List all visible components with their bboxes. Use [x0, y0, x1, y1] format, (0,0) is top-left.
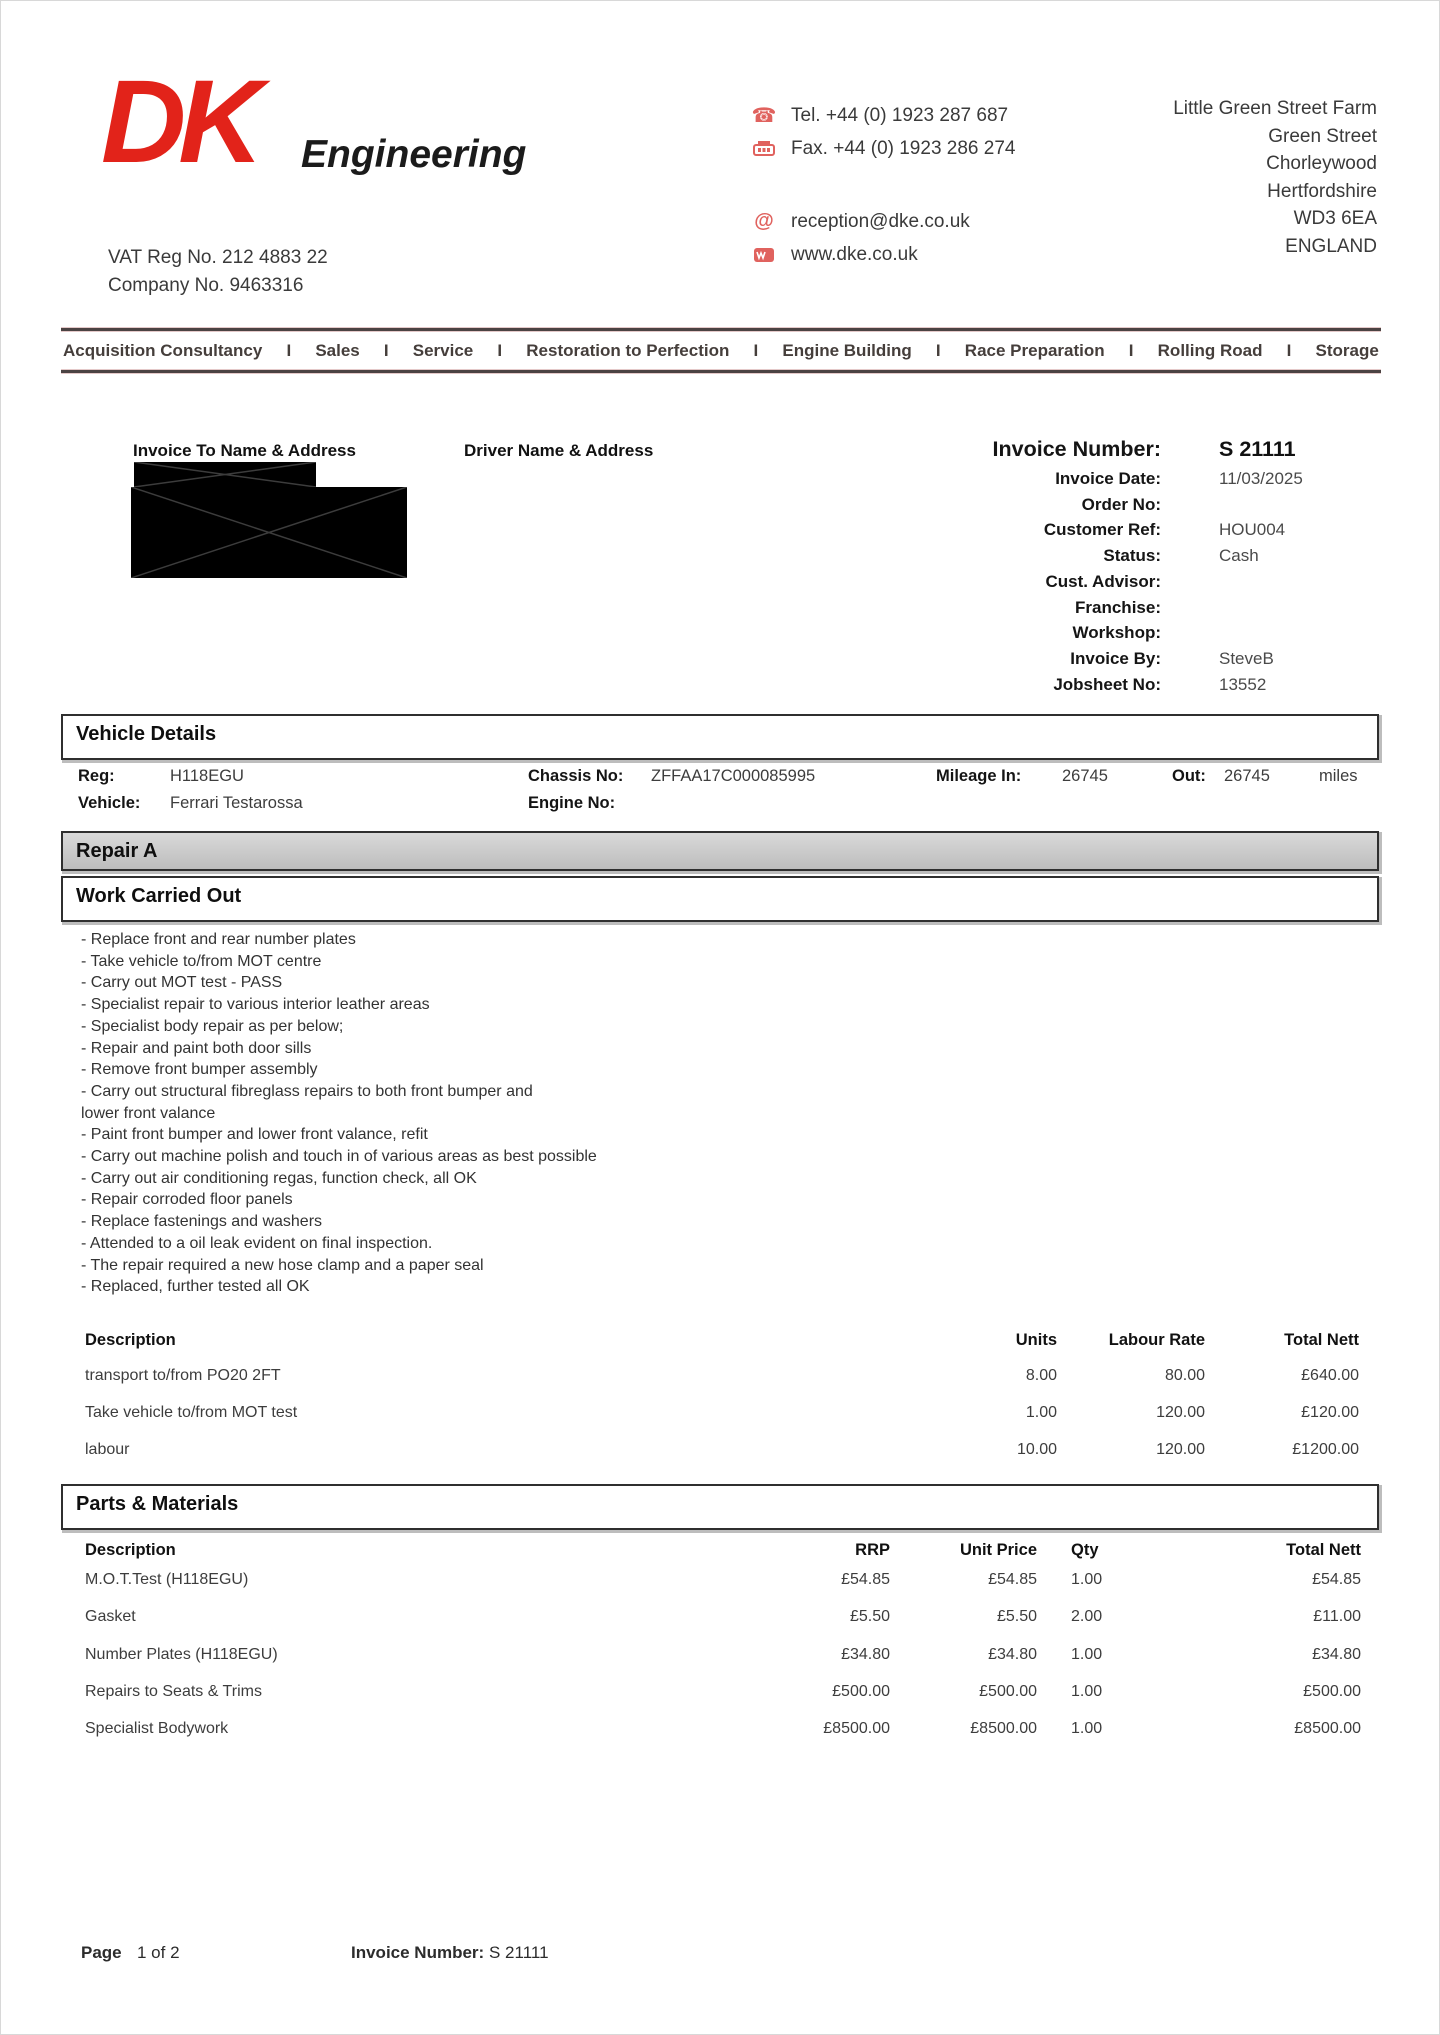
labour-units: 10.00 — [1016, 1441, 1057, 1458]
part-total: £8500.00 — [1294, 1720, 1361, 1737]
work-line: - Remove front bumper assembly — [81, 1061, 318, 1079]
status-label: Status: — [1103, 546, 1161, 566]
vehicle-row-1 — [61, 767, 1381, 789]
labour-col-description: Description — [85, 1331, 176, 1349]
cust-advisor-row — [941, 569, 1391, 595]
parts-table-header — [61, 1541, 1381, 1560]
invoice-meta-block — [941, 434, 1391, 697]
vehicle-label: Vehicle: — [78, 794, 141, 812]
parts-materials-header — [61, 1484, 1379, 1530]
email-row — [749, 205, 1015, 238]
vehicle-details-header — [61, 714, 1379, 760]
work-line: - Repair corroded floor panels — [81, 1191, 293, 1209]
web-text: www.dke.co.uk — [791, 243, 918, 265]
work-line: - Replace fastenings and washers — [81, 1213, 323, 1231]
part-total: £54.85 — [1312, 1571, 1361, 1588]
labour-row — [61, 1404, 1381, 1422]
nav-separator: I — [497, 341, 503, 360]
work-line: - The repair required a new hose clamp and a paper seal — [81, 1256, 484, 1274]
redacted-customer-name — [134, 462, 316, 487]
footer-invoice-number-label: Invoice Number: — [351, 1943, 485, 1962]
work-carried-out-title: Work Carried Out — [76, 885, 242, 907]
part-unit-price: £8500.00 — [970, 1720, 1037, 1737]
parts-col-description: Description — [85, 1541, 176, 1559]
labour-description: transport to/from PO20 2FT — [85, 1367, 281, 1384]
footer-invoice-number-value: S 21111 — [489, 1943, 549, 1962]
nav-item-acquisition-consultancy: Acquisition Consultancy — [63, 341, 263, 360]
nav-bottom-rule — [61, 370, 1381, 373]
company-registration-block — [108, 244, 328, 300]
driver-label: Driver Name & Address — [464, 441, 654, 460]
part-description: Repairs to Seats & Trims — [85, 1683, 262, 1700]
work-carried-out-list — [81, 929, 1181, 1298]
nav-separator: I — [286, 341, 292, 360]
nav-item-race-preparation: Race Preparation — [964, 341, 1105, 360]
work-line: - Paint front bumper and lower front valance, refit — [81, 1126, 428, 1144]
labour-total: £640.00 — [1301, 1367, 1359, 1384]
order-no-row — [941, 492, 1391, 518]
franchise-row — [941, 595, 1391, 621]
phone-icon: ☎ — [751, 105, 777, 127]
nav-item-storage: Storage — [1315, 341, 1379, 360]
reg-value: H118EGU — [170, 767, 244, 785]
part-qty: 1.00 — [1071, 1683, 1103, 1700]
engine-label: Engine No: — [528, 794, 616, 812]
labour-table-header — [61, 1331, 1381, 1350]
work-line: lower front valance — [81, 1104, 216, 1122]
part-description: Specialist Bodywork — [85, 1720, 229, 1737]
chassis-value: ZFFAA17C000085995 — [651, 767, 816, 785]
jobsheet-row — [941, 672, 1391, 698]
logo-engineering-text: Engineering — [301, 133, 527, 176]
part-unit-price: £500.00 — [979, 1683, 1037, 1700]
repair-a-title: Repair A — [76, 840, 158, 862]
address-line: Hertfordshire — [1267, 180, 1377, 202]
vat-reg-line: VAT Reg No. 212 4883 22 — [108, 247, 328, 268]
part-qty: 1.00 — [1071, 1571, 1103, 1588]
invoice-date-row — [941, 466, 1391, 492]
franchise-label: Franchise: — [1075, 597, 1161, 617]
fax-icon — [749, 140, 779, 158]
services-nav — [61, 328, 1381, 373]
company-address-block — [1173, 95, 1377, 260]
nav-item-rolling-road: Rolling Road — [1157, 341, 1263, 360]
status-row — [941, 543, 1391, 569]
part-total: £34.80 — [1312, 1646, 1361, 1663]
labour-col-rate: Labour Rate — [1108, 1331, 1205, 1349]
miles-unit-label: miles — [1319, 767, 1358, 785]
invoice-to-label: Invoice To Name & Address — [133, 441, 356, 460]
labour-col-total: Total Nett — [1284, 1331, 1359, 1349]
work-line: - Carry out MOT test - PASS — [81, 974, 283, 992]
vehicle-details-title: Vehicle Details — [76, 723, 217, 745]
labour-units: 8.00 — [1025, 1367, 1057, 1384]
redacted-customer-address — [131, 487, 407, 578]
footer-page-value: 1 of 2 — [137, 1943, 180, 1962]
labour-description: Take vehicle to/from MOT test — [85, 1404, 298, 1421]
nav-separator: I — [753, 341, 759, 360]
nav-separator: I — [935, 341, 941, 360]
mileage-out-value: 26745 — [1224, 767, 1270, 785]
work-line: - Specialist repair to various interior leather areas — [81, 996, 430, 1014]
nav-item-service: Service — [412, 341, 474, 360]
status-value: Cash — [1219, 546, 1259, 566]
invoice-by-value: SteveB — [1219, 648, 1274, 668]
fax-row — [749, 132, 1015, 165]
parts-col-rrp: RRP — [855, 1541, 890, 1559]
labour-units: 1.00 — [1025, 1404, 1057, 1421]
invoice-number-value: S 21111 — [1219, 437, 1296, 461]
work-carried-out-header — [61, 876, 1379, 922]
reg-label: Reg: — [78, 767, 115, 785]
vehicle-value: Ferrari Testarossa — [170, 794, 303, 812]
repair-a-header — [61, 831, 1379, 871]
email-text: reception@dke.co.uk — [791, 210, 970, 232]
footer-page-label: Page — [81, 1943, 122, 1962]
workshop-row — [941, 620, 1391, 646]
nav-separator: I — [1128, 341, 1134, 360]
customer-ref-row — [941, 517, 1391, 543]
part-description: M.O.T.Test (H118EGU) — [85, 1571, 249, 1588]
nav-separator: I — [1286, 341, 1292, 360]
work-line: - Specialist body repair as per below; — [81, 1017, 344, 1035]
email-icon: @ — [754, 210, 774, 232]
labour-total: £120.00 — [1301, 1404, 1359, 1421]
part-qty: 1.00 — [1071, 1720, 1103, 1737]
part-description: Number Plates (H118EGU) — [85, 1646, 278, 1663]
labour-rate: 120.00 — [1156, 1404, 1205, 1421]
labour-row — [61, 1367, 1381, 1385]
order-no-label: Order No: — [1081, 494, 1161, 514]
part-qty: 2.00 — [1071, 1608, 1103, 1625]
labour-description: labour — [85, 1441, 130, 1458]
part-rrp: £5.50 — [849, 1608, 890, 1625]
mileage-out-label: Out: — [1172, 767, 1206, 785]
address-line: Chorleywood — [1266, 153, 1377, 174]
part-unit-price: £5.50 — [996, 1608, 1037, 1625]
parts-row — [61, 1720, 1381, 1738]
nav-item-sales: Sales — [315, 341, 360, 360]
work-line: - Repair and paint both door sills — [81, 1039, 312, 1057]
mileage-in-value: 26745 — [1062, 767, 1108, 785]
labour-total: £1200.00 — [1292, 1441, 1359, 1458]
address-line: ENGLAND — [1285, 235, 1377, 257]
parts-row — [61, 1683, 1381, 1701]
work-line: - Replaced, further tested all OK — [81, 1278, 310, 1296]
part-unit-price: £34.80 — [988, 1646, 1037, 1663]
invoice-number-row — [941, 434, 1391, 464]
part-unit-price: £54.85 — [988, 1571, 1037, 1588]
invoice-number-label: Invoice Number: — [992, 437, 1161, 461]
tel-row — [749, 99, 1015, 132]
invoice-date-label: Invoice Date: — [1055, 469, 1161, 488]
part-total: £11.00 — [1313, 1608, 1361, 1625]
part-rrp: £8500.00 — [823, 1720, 890, 1737]
part-rrp: £34.80 — [841, 1646, 890, 1663]
vehicle-row-2 — [61, 794, 1381, 816]
labour-rate: 80.00 — [1164, 1367, 1205, 1384]
tel-text: Tel. +44 (0) 1923 287 687 — [791, 104, 1009, 126]
customer-ref-label: Customer Ref: — [1043, 520, 1161, 540]
part-total: £500.00 — [1303, 1683, 1361, 1700]
company-no-line: Company No. 9463316 — [108, 275, 304, 296]
chassis-label: Chassis No: — [528, 767, 624, 785]
work-line: - Carry out air conditioning regas, function check, all OK — [81, 1169, 477, 1187]
part-rrp: £500.00 — [832, 1683, 890, 1700]
address-line: Green Street — [1268, 125, 1377, 147]
parts-col-unit-price: Unit Price — [959, 1541, 1037, 1559]
parts-row — [61, 1571, 1381, 1589]
part-rrp: £54.85 — [841, 1571, 890, 1588]
jobsheet-value: 13552 — [1219, 674, 1267, 694]
parts-materials-title: Parts & Materials — [76, 1493, 239, 1515]
labour-row — [61, 1441, 1381, 1459]
mileage-in-label: Mileage In: — [936, 767, 1022, 785]
nav-separator: I — [383, 341, 389, 360]
workshop-label: Workshop: — [1072, 623, 1161, 643]
parts-row — [61, 1646, 1381, 1664]
jobsheet-label: Jobsheet No: — [1053, 674, 1161, 694]
invoice-by-row — [941, 646, 1391, 672]
work-line: - Carry out structural fibreglass repairs to both front bumper and — [81, 1082, 533, 1100]
part-description: Gasket — [85, 1608, 136, 1625]
labour-col-units: Units — [1015, 1331, 1057, 1349]
dk-logo: DK — [101, 56, 256, 188]
customer-ref-value: HOU004 — [1219, 520, 1286, 540]
labour-rate: 120.00 — [1156, 1441, 1205, 1458]
work-line: - Attended to a oil leak evident on final inspection. — [81, 1234, 433, 1252]
work-line: - Take vehicle to/from MOT centre — [81, 952, 322, 970]
address-line: WD3 6EA — [1293, 208, 1377, 229]
parts-col-total: Total Nett — [1286, 1541, 1361, 1559]
website-icon — [749, 247, 779, 263]
nav-item-restoration: Restoration to Perfection — [526, 341, 730, 360]
parts-col-qty: Qty — [1071, 1541, 1099, 1559]
part-qty: 1.00 — [1071, 1646, 1103, 1663]
work-line: - Carry out machine polish and touch in of various areas as best possible — [81, 1148, 597, 1166]
nav-item-engine-building: Engine Building — [782, 341, 912, 360]
cust-advisor-label: Cust. Advisor: — [1045, 571, 1161, 591]
contact-block — [749, 99, 1015, 271]
parts-row — [61, 1608, 1381, 1626]
fax-text: Fax. +44 (0) 1923 286 274 — [791, 137, 1016, 159]
invoice-date-value: 11/03/2025 — [1219, 469, 1303, 488]
web-row — [749, 238, 1015, 271]
invoice-by-label: Invoice By: — [1070, 648, 1161, 668]
address-line: Little Green Street Farm — [1173, 98, 1377, 119]
work-line: - Replace front and rear number plates — [81, 931, 356, 948]
